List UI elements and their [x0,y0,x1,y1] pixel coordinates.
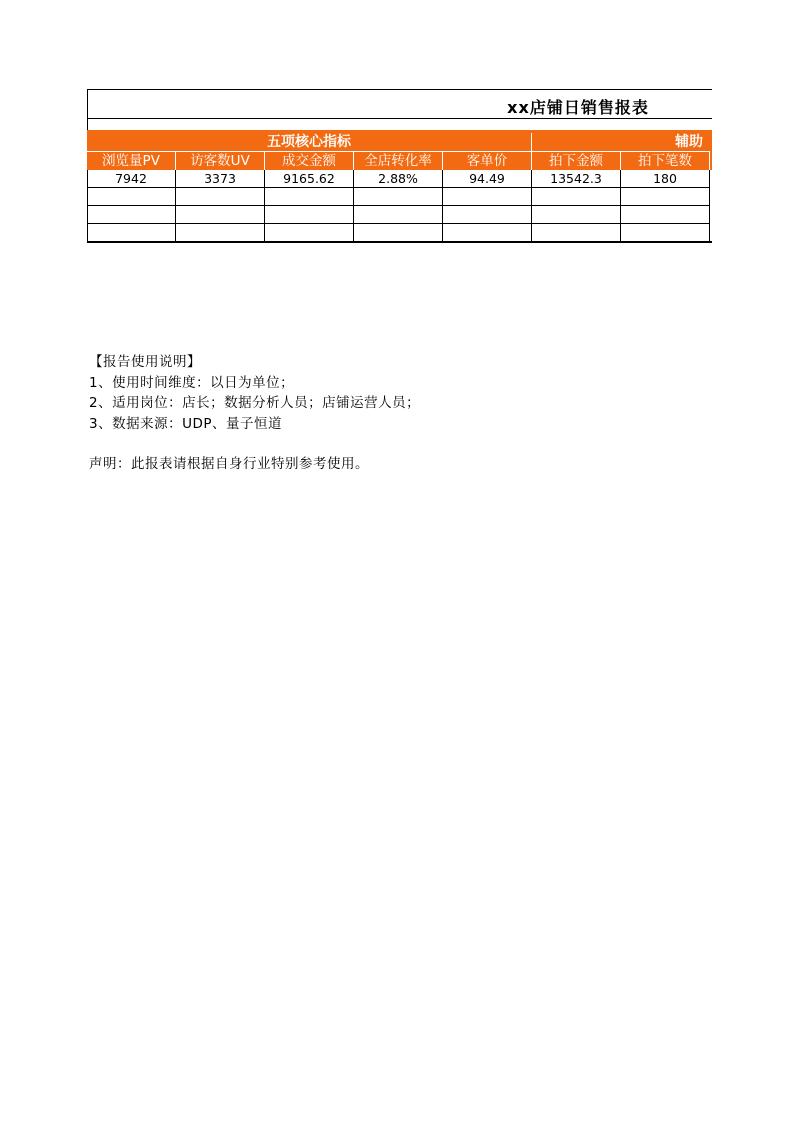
notes-spacer [89,434,420,454]
report-table [87,89,712,243]
col-header-order-count: 拍下笔数 [621,151,710,170]
cell-pv [87,188,176,206]
col-header-gmv: 成交金额 [265,151,354,170]
blank-row [87,119,712,130]
cell-uv [176,206,265,224]
table-bottom-border [87,241,712,243]
cell-order-amount [532,188,621,206]
group-aux-metrics: 辅助 [675,134,703,150]
cell-order-amount [532,206,621,224]
col-header-pv: 浏览量PV [87,151,176,170]
col-header-order-amount: 拍下金额 [532,151,621,170]
cell-avg-order: 94.49 [443,170,532,188]
group-core-metrics: 五项核心指标 [87,133,532,151]
cell-conversion [354,224,443,242]
column-header-row [87,151,712,170]
table-row [87,170,712,188]
cell-conversion [354,188,443,206]
cell-gmv [265,206,354,224]
col-header-uv: 访客数UV [176,151,265,170]
cell-conversion: 2.88% [354,170,443,188]
cell-order-count [621,206,710,224]
report-title: xx店铺日销售报表 [507,98,649,117]
notes-line-1: 1、使用时间维度：以日为单位； [89,374,295,391]
cell-uv [176,188,265,206]
col-header-conversion: 全店转化率 [354,151,443,170]
cell-order-count [621,188,710,206]
cell-pv [87,206,176,224]
cell-avg-order [443,188,532,206]
notes-line-3: 3、数据来源：UDP、量子恒道 [89,415,283,432]
cell-order-count [621,224,710,242]
title-row [87,89,712,119]
col-header-avg-order: 客单价 [443,151,532,170]
cell-order-amount [532,224,621,242]
cell-conversion [354,206,443,224]
notes-statement: 声明：此报表请根据自身行业特别参考使用。 [89,456,369,472]
cell-uv [176,224,265,242]
cell-order-count: 180 [621,170,710,188]
cell-avg-order [443,224,532,242]
table-row [87,224,712,242]
usage-notes [89,352,420,475]
report-table-viewport [87,89,712,243]
cell-uv: 3373 [176,170,265,188]
cell-pv [87,224,176,242]
cell-gmv [265,188,354,206]
table-row [87,206,712,224]
notes-heading: 【报告使用说明】 [89,354,201,370]
cell-order-amount: 13542.3 [532,170,621,188]
table-row [87,188,712,206]
group-header-row [87,133,712,151]
cell-avg-order [443,206,532,224]
cell-pv: 7942 [87,170,176,188]
notes-line-2: 2、适用岗位：店长；数据分析人员；店铺运营人员； [89,395,421,411]
cell-gmv: 9165.62 [265,170,354,188]
cell-gmv [265,224,354,242]
